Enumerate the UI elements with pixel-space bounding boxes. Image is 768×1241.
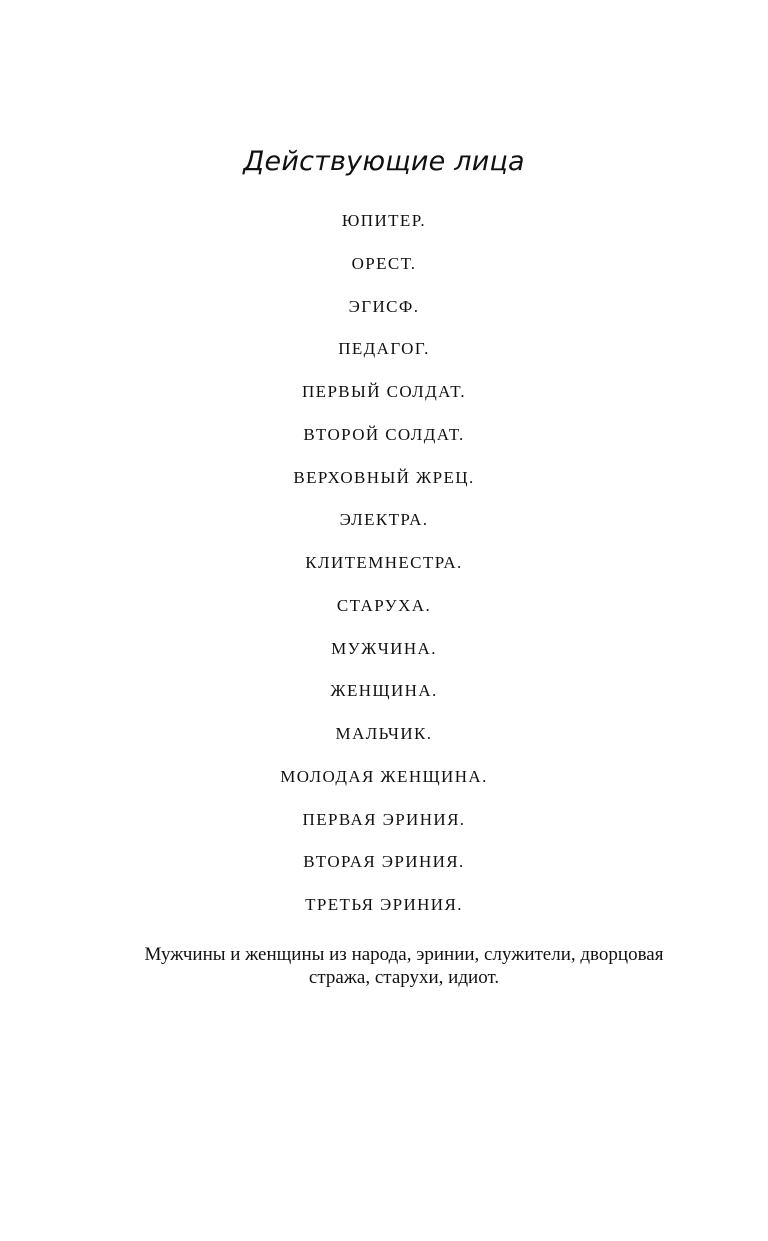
character-item: ЮПИТЕР. (341, 211, 427, 230)
character-item: ПЕДАГОГ. (338, 339, 430, 359)
character-item: ПЕРВАЯ ЭРИНИЯ. (302, 809, 466, 829)
extras-note-line: Мужчины и женщины из народа, эринии, служители, дворцовая (144, 944, 664, 965)
character-list (0, 205, 768, 932)
character-item: ТРЕТЬЯ ЭРИНИЯ. (305, 895, 463, 914)
extras-note-line: стража, старухи, идиот. (308, 967, 500, 988)
page-title: Действующие лица (243, 146, 525, 177)
character-item: КЛИТЕМНЕСТРА. (305, 553, 463, 572)
character-item: МАЛЬЧИК. (335, 724, 433, 743)
character-item: ЭЛЕКТРА. (339, 510, 429, 530)
character-item: МОЛОДАЯ ЖЕНЩИНА. (280, 766, 488, 786)
character-item: СТАРУХА. (336, 595, 432, 615)
character-item: ВТОРОЙ СОЛДАТ. (303, 424, 465, 444)
character-item: ВЕРХОВНЫЙ ЖРЕЦ. (293, 467, 475, 487)
character-item: ЖЕНЩИНА. (330, 681, 438, 701)
character-item: ЭГИСФ. (348, 296, 420, 316)
extras-note (104, 943, 704, 989)
character-item: ВТОРАЯ ЭРИНИЯ. (303, 852, 465, 872)
character-item: ОРЕСТ. (351, 253, 417, 273)
character-item: МУЖЧИНА. (331, 638, 437, 658)
character-item: ПЕРВЫЙ СОЛДАТ. (301, 382, 467, 401)
